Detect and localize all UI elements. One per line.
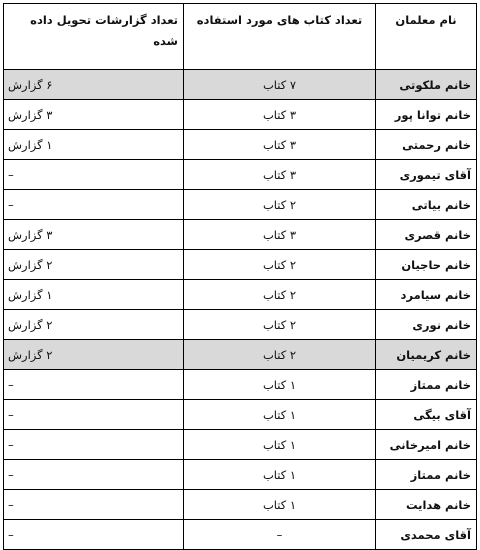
table-row <box>4 160 477 190</box>
table-row <box>4 490 477 520</box>
teacher-name-cell: آقای تیموری <box>376 160 477 190</box>
table-row <box>4 100 477 130</box>
teacher-name-cell: خانم ممتاز <box>376 370 477 400</box>
table-body <box>4 70 477 550</box>
reports-cell: – <box>4 460 184 490</box>
books-cell: ۳ کتاب <box>184 130 376 160</box>
books-cell: ۱ کتاب <box>184 460 376 490</box>
books-cell: ۳ کتاب <box>184 100 376 130</box>
reports-cell: – <box>4 400 184 430</box>
reports-cell: – <box>4 490 184 520</box>
books-cell: ۲ کتاب <box>184 280 376 310</box>
teacher-name-cell: خانم توانا پور <box>376 100 477 130</box>
teacher-name-cell: خانم هدایت <box>376 490 477 520</box>
reports-cell: – <box>4 520 184 550</box>
teacher-name-cell: خانم کریمیان <box>376 340 477 370</box>
reports-cell: – <box>4 160 184 190</box>
reports-cell: ۲ گزارش <box>4 340 184 370</box>
books-cell: ۱ کتاب <box>184 430 376 460</box>
table-row <box>4 310 477 340</box>
teacher-name-cell: خانم قصری <box>376 220 477 250</box>
header-row <box>4 4 477 70</box>
reports-cell: – <box>4 370 184 400</box>
table-row <box>4 190 477 220</box>
table-row <box>4 280 477 310</box>
reports-cell: ۱ گزارش <box>4 130 184 160</box>
table-row <box>4 340 477 370</box>
reports-cell: ۳ گزارش <box>4 220 184 250</box>
teacher-name-cell: خانم بیاتی <box>376 190 477 220</box>
books-cell: ۲ کتاب <box>184 340 376 370</box>
teacher-name-cell: خانم ملکوتی <box>376 70 477 100</box>
teacher-name-cell: آقای بیگی <box>376 400 477 430</box>
table-row <box>4 130 477 160</box>
table-row <box>4 370 477 400</box>
table-row <box>4 460 477 490</box>
teacher-name-cell: خانم سیامرد <box>376 280 477 310</box>
books-cell: ۳ کتاب <box>184 160 376 190</box>
books-cell: ۲ کتاب <box>184 250 376 280</box>
books-cell: ۲ کتاب <box>184 190 376 220</box>
books-cell: – <box>184 520 376 550</box>
table-row <box>4 430 477 460</box>
table-row <box>4 70 477 100</box>
books-cell: ۷ کتاب <box>184 70 376 100</box>
reports-cell: ۲ گزارش <box>4 310 184 340</box>
teacher-name-cell: خانم رحمتی <box>376 130 477 160</box>
teacher-name-cell: خانم امیرخانی <box>376 430 477 460</box>
books-cell: ۳ کتاب <box>184 220 376 250</box>
table-row <box>4 400 477 430</box>
teachers-table <box>3 3 477 550</box>
teachers-table-container <box>3 3 477 550</box>
header-reports: تعداد گزارشات تحویل داده شده <box>4 4 184 70</box>
books-cell: ۱ کتاب <box>184 370 376 400</box>
header-teacher: نام معلمان <box>376 4 477 70</box>
books-cell: ۲ کتاب <box>184 310 376 340</box>
reports-cell: – <box>4 430 184 460</box>
reports-cell: ۶ گزارش <box>4 70 184 100</box>
table-row <box>4 220 477 250</box>
books-cell: ۱ کتاب <box>184 400 376 430</box>
books-cell: ۱ کتاب <box>184 490 376 520</box>
reports-cell: – <box>4 190 184 220</box>
teacher-name-cell: خانم ممتاز <box>376 460 477 490</box>
header-books: تعداد کتاب های مورد استفاده <box>184 4 376 70</box>
table-row <box>4 520 477 550</box>
reports-cell: ۱ گزارش <box>4 280 184 310</box>
teacher-name-cell: خانم حاجیان <box>376 250 477 280</box>
reports-cell: ۳ گزارش <box>4 100 184 130</box>
teacher-name-cell: خانم نوری <box>376 310 477 340</box>
table-row <box>4 250 477 280</box>
teacher-name-cell: آقای محمدی <box>376 520 477 550</box>
reports-cell: ۲ گزارش <box>4 250 184 280</box>
